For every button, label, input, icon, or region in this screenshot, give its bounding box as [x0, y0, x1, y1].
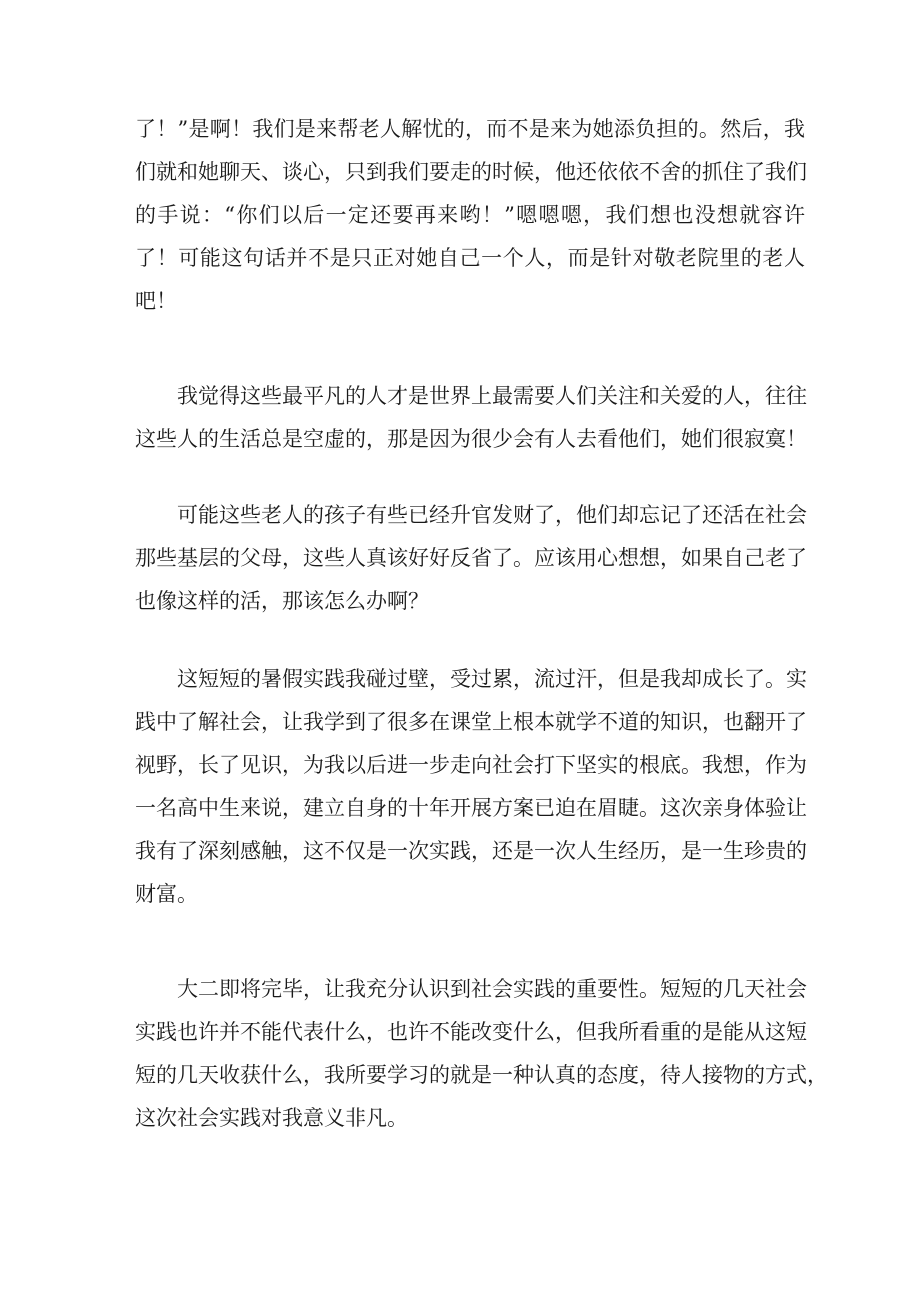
paragraph-line: 吧！ [135, 289, 177, 313]
paragraph-line: 我觉得这些最平凡的人才是世界上最需要人们关注和关爱的人，往往 [177, 384, 807, 408]
paragraph-line: 们就和她聊天、谈心，只到我们要走的时候，他还依依不舍的抓住了我们 [135, 160, 807, 184]
paragraph-line: 这短短的暑假实践我碰过壁，受过累，流过汗，但是我却成长了。实 [177, 667, 807, 691]
paragraph-4 [135, 658, 805, 916]
paragraph-line: 了！可能这句话并不是只正对她自己一个人，而是针对敬老院里的老人 [135, 246, 805, 270]
paragraph-5 [135, 968, 828, 1140]
paragraph-line: 实践也许并不能代表什么，也许不能改变什么，但我所看重的是能从这短 [135, 1020, 807, 1044]
paragraph-1 [135, 108, 805, 323]
paragraph-line: 我有了深刻感触，这不仅是一次实践，还是一次人生经历，是一生珍贵的 [135, 839, 807, 863]
paragraph-line: 视野，长了见识，为我以后进一步走向社会打下坚实的根底。我想，作为 [135, 753, 807, 777]
paragraph-line: 短的几天收获什么，我所要学习的就是一种认真的态度，待人接物的方式， [135, 1063, 828, 1087]
paragraph-2 [135, 375, 805, 461]
paragraph-3 [135, 494, 805, 623]
paragraph-line: 这次社会实践对我意义非凡。 [135, 1106, 408, 1130]
paragraph-line: 一名高中生来说，建立自身的十年开展方案已迫在眉睫。这次亲身体验让 [135, 796, 807, 820]
paragraph-line: 那些基层的父母，这些人真该好好反省了。应该用心想想，如果自己老了 [135, 546, 807, 570]
paragraph-line: 大二即将完毕，让我充分认识到社会实践的重要性。短短的几天社会 [177, 977, 807, 1001]
paragraph-line: 也像这样的活，那该怎么办啊？ [135, 589, 429, 613]
paragraph-line: 可能这些老人的孩子有些已经升官发财了，他们却忘记了还活在社会 [177, 503, 807, 527]
paragraph-line: 了！”是啊！我们是来帮老人解忧的，而不是来为她添负担的。然后，我 [135, 117, 805, 141]
paragraph-line: 这些人的生活总是空虚的，那是因为很少会有人去看他们，她们很寂寞！ [135, 427, 807, 451]
paragraph-line: 践中了解社会，让我学到了很多在课堂上根本就学不道的知识，也翻开了 [135, 710, 807, 734]
paragraph-line: 财富。 [135, 882, 198, 906]
paragraph-line: 的手说：“你们以后一定还要再来哟！”嗯嗯嗯，我们想也没想就容许 [135, 203, 805, 227]
